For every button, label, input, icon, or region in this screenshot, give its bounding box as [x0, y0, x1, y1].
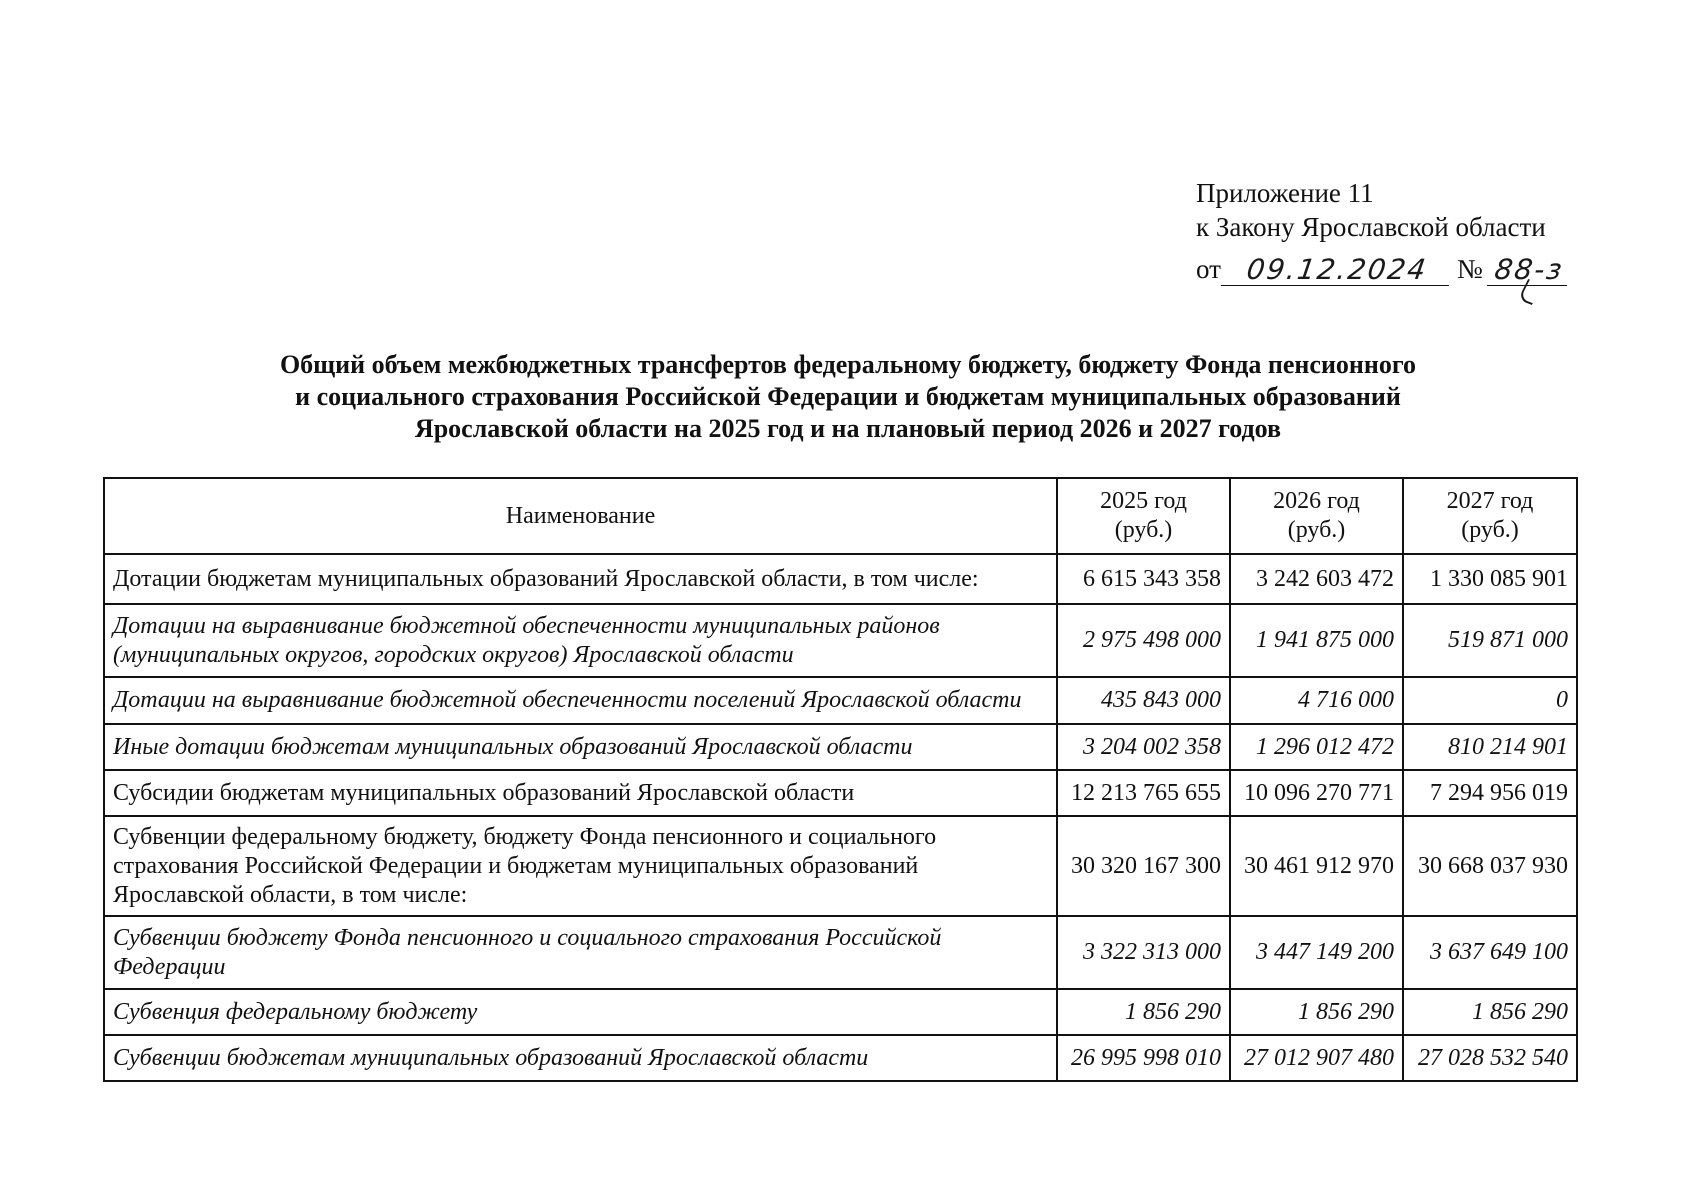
row-name: Субвенции бюджету Фонда пенсионного и социального страхования Российской Федерации [104, 916, 1057, 989]
table-row [104, 989, 1577, 1035]
header-2026 [1230, 478, 1403, 554]
table-row [104, 1035, 1577, 1081]
header-2025 [1057, 478, 1230, 554]
row-value-2026: 3 447 149 200 [1230, 916, 1403, 989]
handwritten-number-text: 88-з [1492, 253, 1566, 286]
row-value-2026: 1 296 012 472 [1230, 724, 1403, 770]
row-name: Субвенция федеральному бюджету [104, 989, 1057, 1035]
row-value-2025: 1 856 290 [1057, 989, 1230, 1035]
title-line-3: Ярославской области на 2025 год и на плановый период 2026 и 2027 годов [414, 414, 1282, 443]
header-name-label: Наименование [505, 502, 656, 529]
appendix-block [1196, 176, 1569, 286]
row-value-2027: 810 214 901 [1403, 724, 1577, 770]
handwritten-date: 09.12.2024 [1221, 255, 1453, 286]
row-value-2027: 3 637 649 100 [1403, 916, 1577, 989]
table-row [104, 724, 1577, 770]
appendix-number: Приложение 11 [1196, 178, 1374, 208]
row-value-2026: 1 941 875 000 [1230, 604, 1403, 677]
table-row [104, 554, 1577, 604]
row-name: Субвенции бюджетам муниципальных образований Ярославской области [104, 1035, 1057, 1081]
row-value-2027: 519 871 000 [1403, 604, 1577, 677]
row-name: Субвенции федеральному бюджету, бюджету Фонда пенсионного и социального страхования Российской Федерации и бюджетам муниципальных образований Ярославской области, в том числе: [104, 816, 1057, 916]
table-row [104, 677, 1577, 724]
header-2027 [1403, 478, 1577, 554]
row-value-2026: 3 242 603 472 [1230, 554, 1403, 604]
header-2027-label: 2027 год [1446, 488, 1534, 514]
row-value-2025: 3 204 002 358 [1057, 724, 1230, 770]
row-value-2027: 7 294 956 019 [1403, 770, 1577, 816]
title-line-2: и социального страхования Российской Федерации и бюджетам муниципальных образований [295, 382, 1401, 411]
row-value-2025: 3 322 313 000 [1057, 916, 1230, 989]
table-row [104, 816, 1577, 916]
header-2025-label: 2025 год [1100, 488, 1187, 514]
table-row [104, 770, 1577, 816]
row-value-2026: 4 716 000 [1230, 677, 1403, 724]
document-title [120, 349, 1576, 445]
row-value-2027: 30 668 037 930 [1403, 816, 1577, 916]
table-header-row [104, 478, 1577, 554]
row-name: Субсидии бюджетам муниципальных образований Ярославской области [104, 770, 1057, 816]
row-value-2027: 1 330 085 901 [1403, 554, 1577, 604]
row-name: Дотации бюджетам муниципальных образований Ярославской области, в том числе: [104, 554, 1057, 604]
appendix-date-number-row [1196, 252, 1569, 286]
header-2026-label: 2026 год [1273, 488, 1360, 514]
row-name: Дотации на выравнивание бюджетной обеспеченности муниципальных районов (муниципальных округов, городских округов) Ярославской области [104, 604, 1057, 677]
appendix-law-reference: к Закону Ярославской области [1196, 212, 1546, 242]
from-label: от [1196, 254, 1221, 284]
row-name: Дотации на выравнивание бюджетной обеспеченности поселений Ярославской области [104, 677, 1057, 724]
header-name [104, 478, 1057, 554]
row-value-2026: 1 856 290 [1230, 989, 1403, 1035]
table-row [104, 604, 1577, 677]
header-2026-unit: (руб.) [1287, 517, 1346, 543]
row-value-2026: 10 096 270 771 [1230, 770, 1403, 816]
header-2025-unit: (руб.) [1114, 517, 1173, 543]
row-value-2027: 27 028 532 540 [1403, 1035, 1577, 1081]
number-sign-label: № [1456, 254, 1483, 284]
row-value-2027: 0 [1403, 677, 1577, 724]
transfers-table [103, 477, 1578, 1082]
row-value-2027: 1 856 290 [1403, 989, 1577, 1035]
row-value-2025: 30 320 167 300 [1057, 816, 1230, 916]
row-value-2025: 435 843 000 [1057, 677, 1230, 724]
row-value-2026: 27 012 907 480 [1230, 1035, 1403, 1081]
header-2027-unit: (руб.) [1461, 517, 1519, 543]
row-name: Иные дотации бюджетам муниципальных образований Ярославской области [104, 724, 1057, 770]
title-line-1: Общий объем межбюджетных трансфертов федеральному бюджету, бюджету Фонда пенсионного [279, 350, 1417, 379]
row-value-2025: 12 213 765 655 [1057, 770, 1230, 816]
row-value-2025: 2 975 498 000 [1057, 604, 1230, 677]
row-value-2026: 30 461 912 970 [1230, 816, 1403, 916]
table-row [104, 916, 1577, 989]
row-value-2025: 26 995 998 010 [1057, 1035, 1230, 1081]
handwritten-number [1487, 255, 1571, 286]
row-value-2025: 6 615 343 358 [1057, 554, 1230, 604]
